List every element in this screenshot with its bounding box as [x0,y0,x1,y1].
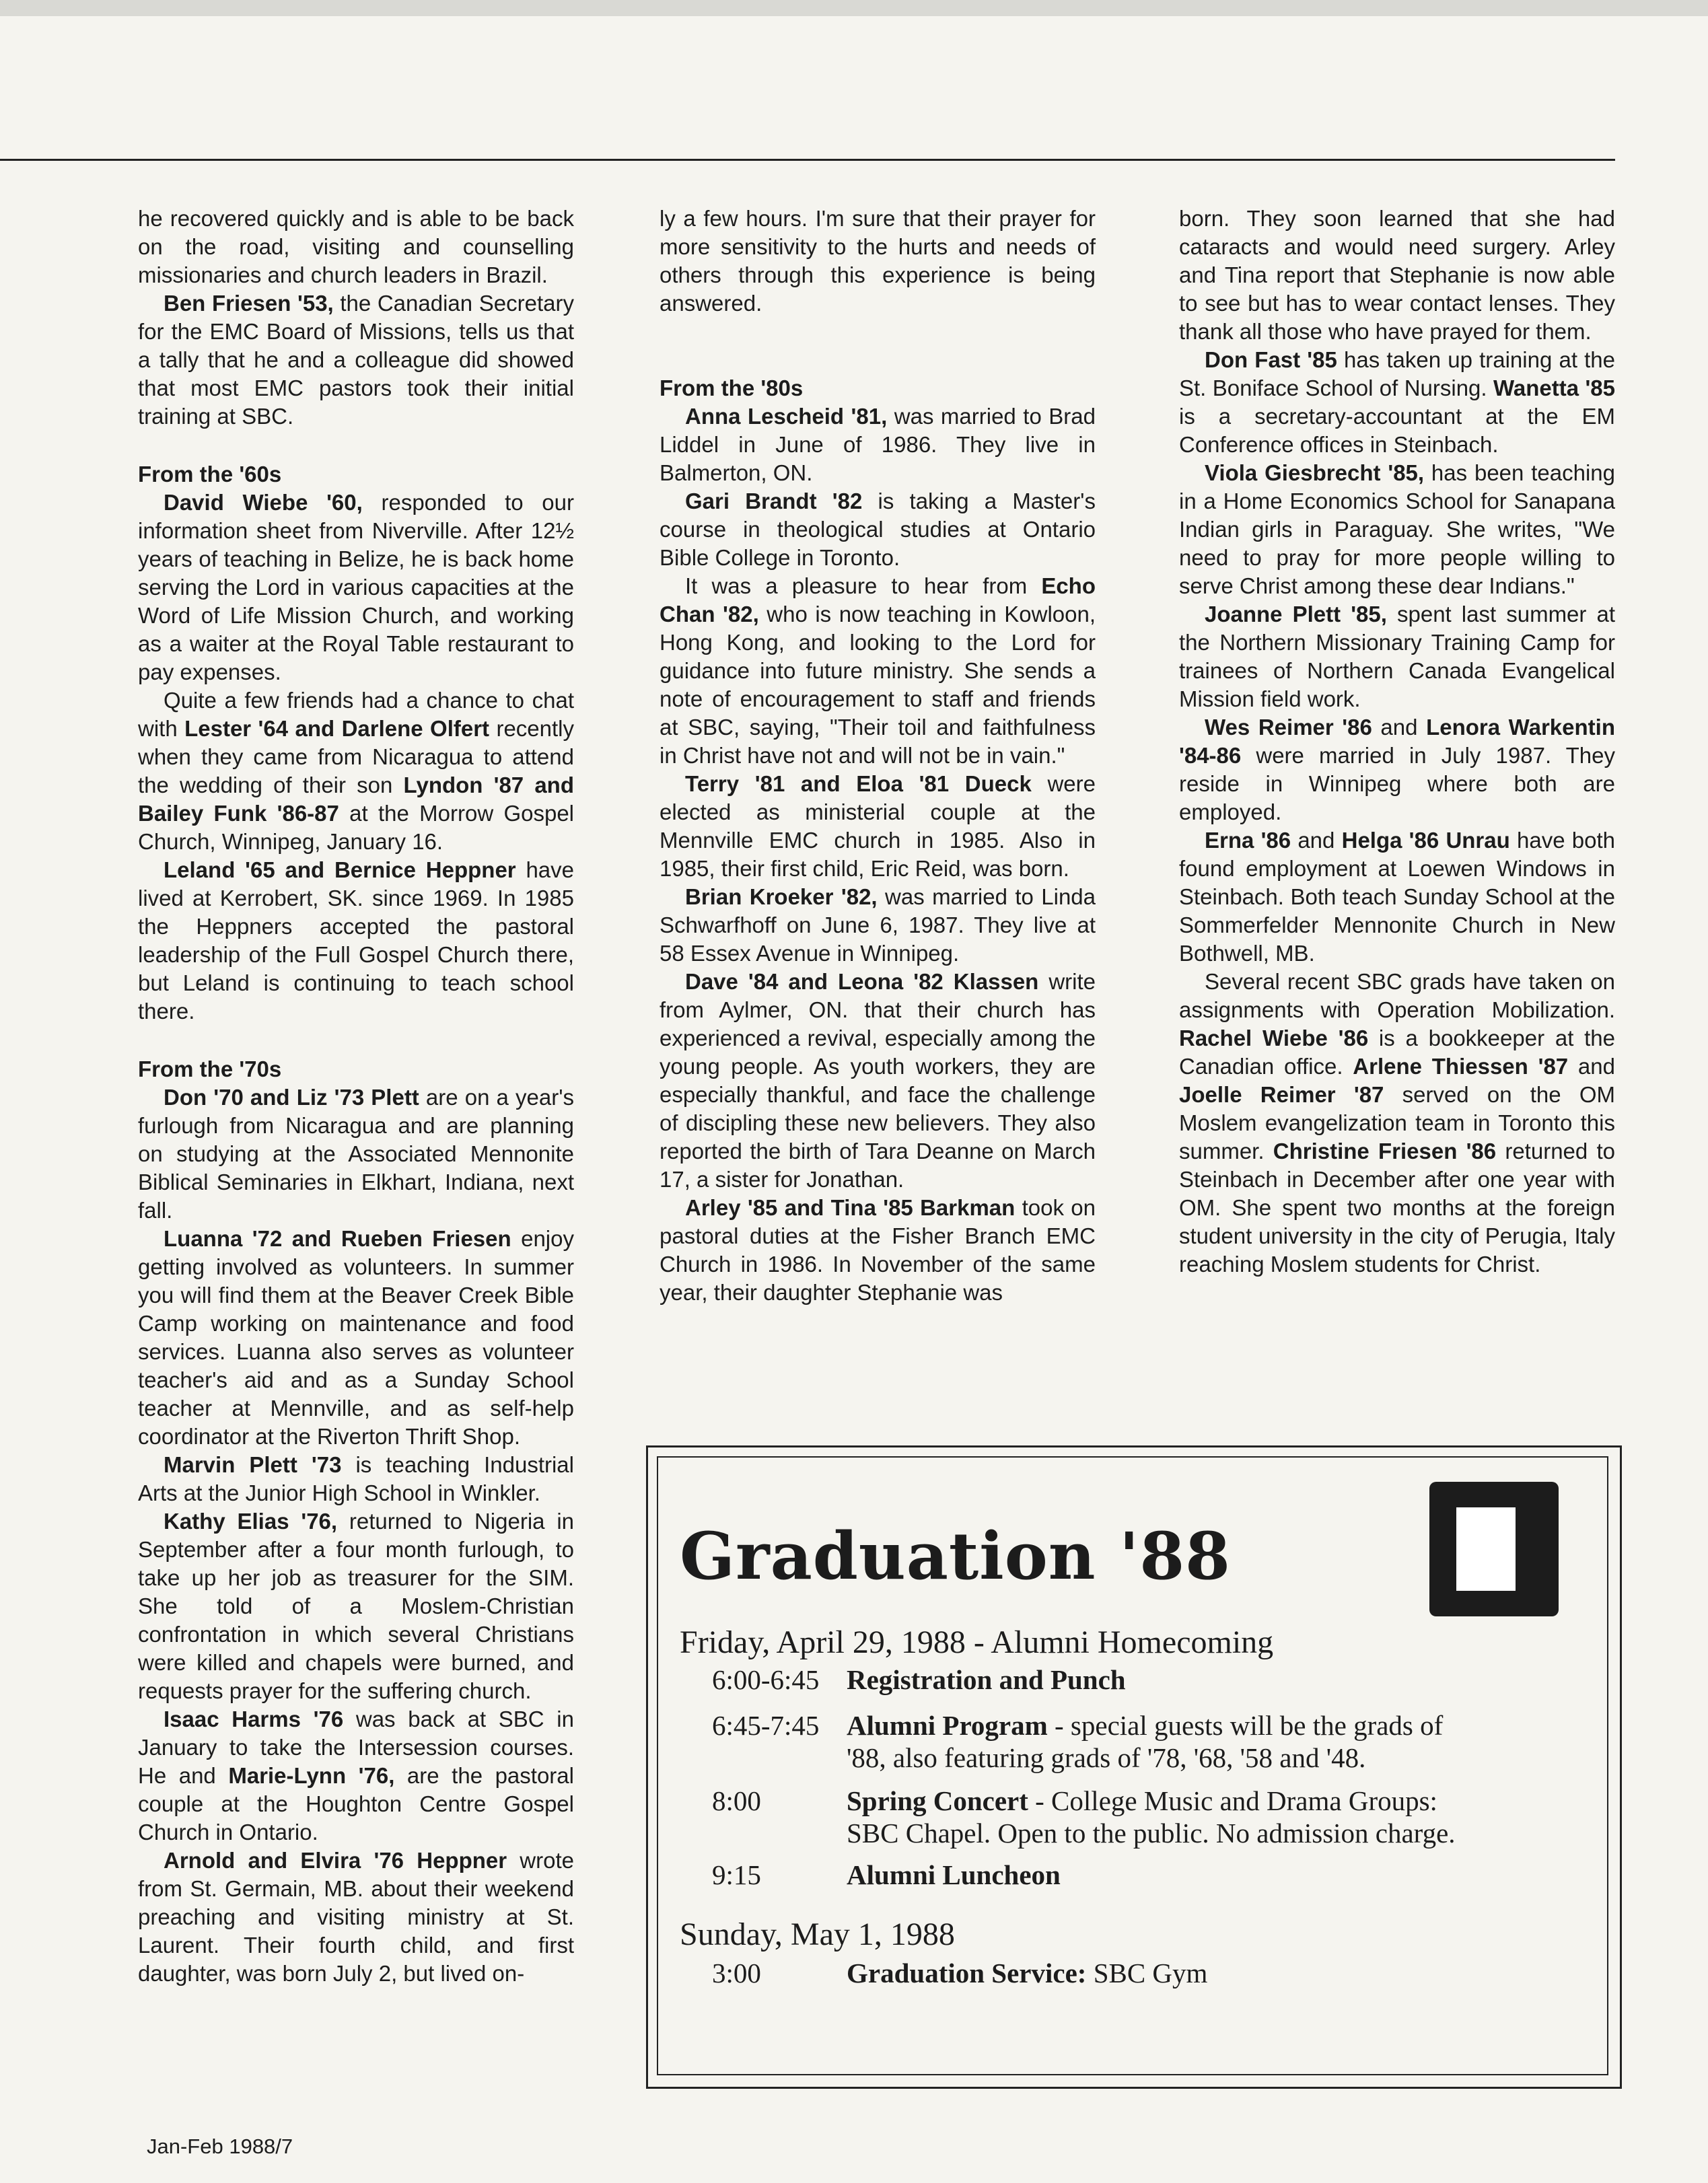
text: were married in July 1987. They reside in Winnipeg where both are employed. [1179,743,1615,824]
graduation-title: Graduation '88 [680,1518,1231,1594]
text: is a secretary-accountant at the EM Conference offices in Steinbach. [1179,404,1615,457]
alumni-name: Arnold and Elvira '76 Heppner [164,1848,507,1873]
alumni-name: Erna '86 [1205,828,1291,853]
logo-window [1456,1507,1516,1591]
event-time: 6:00-6:45 [712,1664,820,1695]
event-description [847,1663,1573,1696]
text: wrote from St. Germain, MB. about their weekend preaching and visiting ministry at St. Laurent. Their fourth child, and first daughter, was born July 2, but lived on- [138,1848,574,1986]
alumni-name: Joanne Plett '85, [1205,602,1387,627]
text: and [1291,828,1342,853]
event-time: 9:15 [712,1859,761,1890]
alumni-name: Isaac Harms '76 [164,1707,344,1731]
alumni-name: Kathy Elias '76, [164,1509,338,1534]
event-description [847,1859,1573,1891]
paragraph [138,1507,574,1705]
text: was married to Linda Schwarfhoff on June 6, 1987. They live at 58 Essex Avenue in Winnipeg. [660,884,1096,966]
text: served on the OM Moslem evangelization team in Toronto this summer. [1179,1082,1615,1164]
alumni-name: Wes Reimer '86 [1205,715,1372,740]
text: write from Aylmer, ON. that their church has experienced a revival, especially among the young people. As youth workers, they are especially thankful, and face the challenge of discipling these new believers. They also reported the birth of Tara Deanne on March 17, a sister for Jonathan. [660,969,1096,1192]
paragraph [660,968,1096,1194]
alumni-name: Marvin Plett '73 [164,1452,342,1477]
alumni-name: Don Fast '85 [1205,347,1337,372]
text: were elected as ministerial couple at the Mennville EMC church in 1985. Also in 1985, their first child, Eric Reid, was born. [660,771,1096,881]
text: SBC Gym [1086,1958,1208,1989]
text: who is now teaching in Kowloon, Hong Kong, and looking to the Lord for guidance into future ministry. She sends a note of encouragement to staff and friends at SBC, saying, "Their toil and faithfulness in Christ have not and will not be in vain." [660,602,1096,768]
paragraph [138,856,574,1026]
text: the Canadian Secretary for the EMC Board of Missions, tells us that a tally that he and a colleague did showed that most EMC pastors took their initial training at SBC. [138,291,574,429]
alumni-name: Viola Giesbrecht '85, [1205,460,1425,485]
paragraph [1179,713,1615,826]
alumni-name: Christine Friesen '86 [1273,1139,1497,1164]
text: spent last summer at the Northern Missionary Training Camp for trainees of Northern Canada Evangelical Mission field work. [1179,602,1615,711]
text: is teaching Industrial Arts at the Junior High School in Winkler. [138,1452,574,1505]
paragraph [138,1847,574,1988]
alumni-name: Luanna '72 and Rueben Friesen [164,1226,511,1251]
text: '88, also featuring grads of '78, '68, '58 and '48. [847,1742,1366,1773]
event-time: 8:00 [712,1785,761,1816]
section-heading-60s: From the '60s [138,462,282,487]
text: at the Morrow Gospel Church, Winnipeg, January 16. [138,801,575,854]
alumni-name: David Wiebe '60, [164,490,363,515]
day-heading-friday: Friday, April 29, 1988 - Alumni Homecoming [680,1624,1274,1660]
alumni-name: Terry '81 and Eloa '81 Dueck [685,771,1032,796]
text: is a bookkeeper at the Canadian office. [1179,1026,1615,1079]
section-heading-70s: From the '70s [138,1057,282,1081]
alumni-name: Echo Chan '82, [660,573,1096,627]
scan-top-edge [0,0,1708,16]
event-title: Graduation Service: [847,1958,1087,1989]
paragraph [1179,600,1615,713]
event-description [847,1709,1573,1774]
paragraph [1179,826,1615,968]
text: - College Music and Drama Groups: [1028,1785,1437,1816]
text: returned to Nigeria in September after a four month furlough, to take up her job as treasurer for the SIM. She told of a Moslem-Christian confrontation in which several Christians were killed and chapels were burned, and requests prayer for the suffering church. [138,1509,575,1703]
paragraph [138,489,574,686]
event-time: 3:00 [712,1958,761,1989]
text: was married to Brad Liddel in June of 1986. They live in Balmerton, ON. [660,404,1096,485]
column-3 [1179,205,1615,1279]
text: have lived at Kerrobert, SK. since 1969. In 1985 the Heppners accepted the pastoral leadership of the Full Gospel Church there, but Leland is continuing to teach school there. [138,857,575,1024]
paragraph: he recovered quickly and is able to be back on the road, visiting and counselling missionaries and church leaders in Brazil. [138,206,574,287]
text: and [1568,1054,1615,1079]
paragraph [1179,968,1615,1279]
text: has been teaching in a Home Economics School for Sanapana Indian girls in Paraguay. She writes, "We need to pray for more people willing to serve Christ among these dear Indians." [1179,460,1616,598]
alumni-name: Rachel Wiebe '86 [1179,1026,1369,1050]
alumni-name: Leland '65 and Bernice Heppner [164,857,516,882]
paragraph [660,487,1096,572]
alumni-name: Arlene Thiessen '87 [1353,1054,1569,1079]
paragraph [138,1225,574,1451]
paragraph [660,572,1096,770]
text: returned to Steinbach in December after one year with OM. She spent two months at the foreign student university in the city of Perugia, Italy reaching Moslem students for Christ. [1179,1139,1615,1277]
event-title: Alumni Luncheon [847,1859,1061,1890]
college-logo-icon [1429,1482,1559,1616]
paragraph [1179,459,1615,600]
alumni-name: Don '70 and Liz '73 Plett [164,1085,419,1110]
text: are the pastoral couple at the Houghton Centre Gospel Church in Ontario. [138,1763,574,1845]
event-title: Registration and Punch [847,1664,1126,1695]
alumni-name: Joelle Reimer '87 [1179,1082,1384,1107]
text: enjoy getting involved as volunteers. In summer you will find them at the Beaver Creek Bible Camp working on maintenance and food services. Luanna also serves as volunteer teacher's aid and as a Sunday School teacher at Mennville, and as self-help coordinator at the Riverton Thrift Shop. [138,1226,574,1449]
alumni-name: Anna Lescheid '81, [685,404,888,429]
alumni-name: Brian Kroeker '82, [685,884,878,909]
paragraph [660,402,1096,487]
alumni-name: Wanetta '85 [1493,375,1615,400]
paragraph [660,1194,1096,1307]
alumni-name: Lenora Warkentin '84-86 [1179,715,1615,768]
alumni-name: Gari Brandt '82 [685,489,863,513]
column-1 [138,205,574,1988]
paragraph [138,289,574,431]
text: are on a year's furlough from Nicaragua and are planning on studying at the Associated Mennonite Biblical Seminaries in Elkhart, Indiana, next fall. [138,1085,574,1223]
text: Quite a few friends had a chance to chat with [138,688,574,741]
text: It was a pleasure to hear from [685,573,1042,598]
paragraph [138,686,574,856]
paragraph [138,1705,574,1847]
alumni-name: Dave '84 and Leona '82 Klassen [685,969,1039,994]
paragraph [138,1083,574,1225]
header-rule [0,159,1615,161]
text: took on pastoral duties at the Fisher Branch EMC Church in 1986. In November of the same year, their daughter Stephanie was [660,1195,1096,1305]
paragraph [138,1451,574,1507]
alumni-name: Arley '85 and Tina '85 Barkman [685,1195,1016,1220]
event-description [847,1957,1573,1989]
text: and [1372,715,1427,740]
alumni-name: Ben Friesen '53, [164,291,334,316]
page-folio: Jan-Feb 1988/7 [147,2135,293,2158]
text: have both found employment at Loewen Windows in Steinbach. Both teach Sunday School at the Sommerfelder Mennonite Church in New Bothwell, MB. [1179,828,1615,966]
alumni-name: Helga '86 Unrau [1341,828,1510,853]
paragraph: born. They soon learned that she had cataracts and would need surgery. Arley and Tina report that Stephanie is now able to see but has to wear contact lenses. They thank all those who have prayed for them. [1179,206,1615,344]
event-time: 6:45-7:45 [712,1710,820,1741]
event-description [847,1785,1573,1849]
event-title: Spring Concert [847,1785,1028,1816]
paragraph [660,883,1096,968]
text: was back at SBC in January to take the Intersession courses. He and [138,1707,574,1788]
text: - special guests will be the grads of [1047,1710,1444,1741]
event-title: Alumni Program [847,1710,1048,1741]
text: responded to our information sheet from Niverville. After 12½ years of teaching in Belize, he is back home serving the Lord in various capacities at the Word of Life Mission Church, and working as a waiter at the Royal Table restaurant to pay expenses. [138,490,574,684]
alumni-name: Lyndon '87 and Bailey Funk '86-87 [138,773,574,826]
paragraph [660,770,1096,883]
text: is taking a Master's course in theological studies at Ontario Bible College in Toronto. [660,489,1096,570]
paragraph: ly a few hours. I'm sure that their prayer for more sensitivity to the hurts and needs of others through this experience is being answered. [660,206,1096,316]
text: recently when they came from Nicaragua to attend the wedding of their son [138,716,574,797]
text: SBC Chapel. Open to the public. No admission charge. [847,1818,1456,1849]
column-2 [660,205,1096,1307]
day-heading-sunday: Sunday, May 1, 1988 [680,1917,955,1952]
section-heading-80s: From the '80s [660,375,804,400]
text: Several recent SBC grads have taken on assignments with Operation Mobilization. [1179,969,1615,1022]
alumni-name: Lester '64 and Darlene Olfert [184,716,490,741]
alumni-name: Marie-Lynn '76, [228,1763,395,1788]
paragraph [1179,346,1615,459]
text: has taken up training at the St. Boniface School of Nursing. [1179,347,1616,400]
